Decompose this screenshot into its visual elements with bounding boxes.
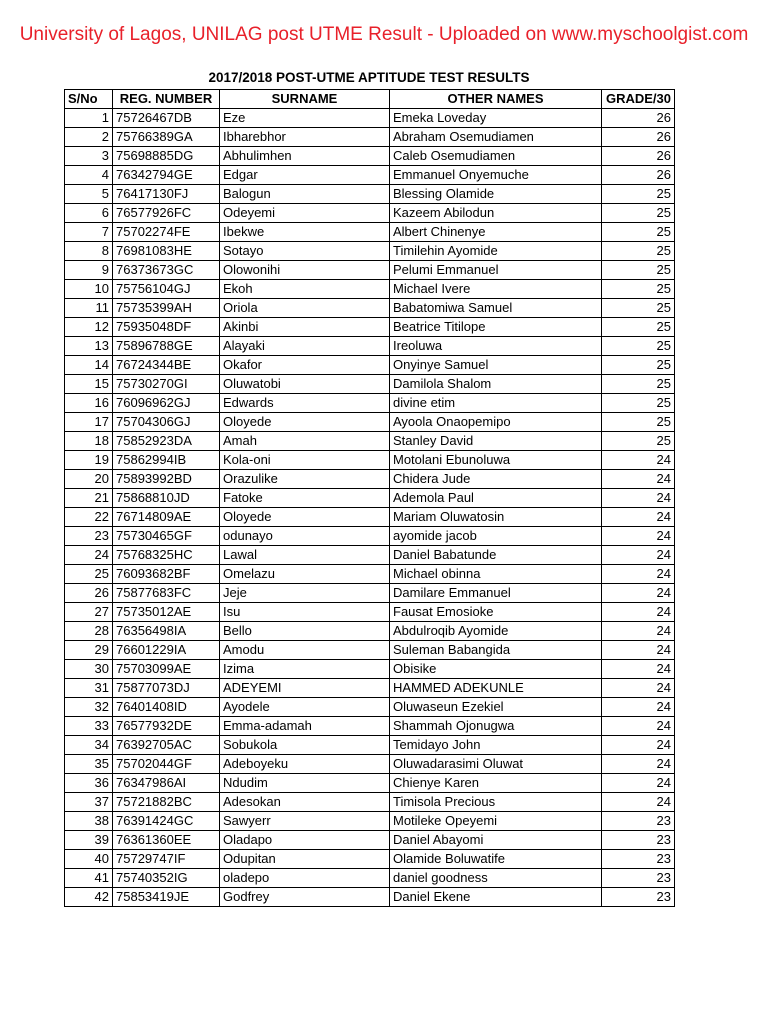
cell-reg-number: 75729747IF [113,850,220,869]
cell-grade: 24 [602,489,675,508]
cell-grade: 25 [602,242,675,261]
cell-other-names: Beatrice Titilope [390,318,602,337]
cell-grade: 24 [602,527,675,546]
cell-other-names: Oluwaseun Ezekiel [390,698,602,717]
cell-other-names: Daniel Babatunde [390,546,602,565]
cell-reg-number: 76714809AE [113,508,220,527]
cell-grade: 24 [602,508,675,527]
cell-surname: Edgar [220,166,390,185]
cell-surname: Fatoke [220,489,390,508]
table-row [65,166,675,185]
cell-sn: 4 [65,166,113,185]
cell-grade: 25 [602,185,675,204]
cell-grade: 25 [602,375,675,394]
cell-surname: Oloyede [220,413,390,432]
cell-sn: 29 [65,641,113,660]
cell-reg-number: 75735012AE [113,603,220,622]
cell-grade: 23 [602,869,675,888]
cell-other-names: Ademola Paul [390,489,602,508]
cell-sn: 24 [65,546,113,565]
cell-grade: 24 [602,546,675,565]
cell-sn: 32 [65,698,113,717]
cell-sn: 7 [65,223,113,242]
cell-surname: Kola-oni [220,451,390,470]
cell-sn: 34 [65,736,113,755]
table-row [65,299,675,318]
cell-sn: 11 [65,299,113,318]
header-grade: GRADE/30 [602,90,675,109]
cell-other-names: Shammah Ojonugwa [390,717,602,736]
cell-other-names: HAMMED ADEKUNLE [390,679,602,698]
cell-other-names: Chidera Jude [390,470,602,489]
cell-other-names: Timisola Precious [390,793,602,812]
cell-sn: 37 [65,793,113,812]
cell-grade: 23 [602,888,675,907]
cell-reg-number: 76347986AI [113,774,220,793]
cell-reg-number: 75703099AE [113,660,220,679]
cell-sn: 17 [65,413,113,432]
cell-sn: 9 [65,261,113,280]
cell-grade: 25 [602,432,675,451]
cell-surname: Ibharebhor [220,128,390,147]
cell-other-names: Onyinye Samuel [390,356,602,375]
cell-grade: 25 [602,261,675,280]
cell-other-names: Kazeem Abilodun [390,204,602,223]
cell-other-names: Daniel Abayomi [390,831,602,850]
cell-grade: 25 [602,337,675,356]
cell-sn: 2 [65,128,113,147]
table-row [65,109,675,128]
cell-reg-number: 76981083HE [113,242,220,261]
cell-surname: Godfrey [220,888,390,907]
cell-reg-number: 75877683FC [113,584,220,603]
cell-sn: 12 [65,318,113,337]
cell-reg-number: 75893992BD [113,470,220,489]
cell-reg-number: 76373673GC [113,261,220,280]
cell-sn: 38 [65,812,113,831]
table-row [65,223,675,242]
cell-grade: 24 [602,470,675,489]
cell-reg-number: 75735399AH [113,299,220,318]
cell-sn: 14 [65,356,113,375]
cell-reg-number: 76356498IA [113,622,220,641]
cell-other-names: Motolani Ebunoluwa [390,451,602,470]
cell-grade: 24 [602,717,675,736]
table-row [65,318,675,337]
cell-surname: Isu [220,603,390,622]
cell-other-names: Suleman Babangida [390,641,602,660]
table-row [65,337,675,356]
cell-sn: 27 [65,603,113,622]
table-row [65,793,675,812]
cell-surname: Oladapo [220,831,390,850]
cell-surname: Akinbi [220,318,390,337]
cell-sn: 16 [65,394,113,413]
header-surname: SURNAME [220,90,390,109]
cell-sn: 41 [65,869,113,888]
cell-grade: 24 [602,774,675,793]
cell-other-names: Obisike [390,660,602,679]
cell-reg-number: 75877073DJ [113,679,220,698]
cell-reg-number: 75766389GA [113,128,220,147]
cell-reg-number: 76577932DE [113,717,220,736]
cell-surname: Ekoh [220,280,390,299]
cell-surname: Ndudim [220,774,390,793]
cell-surname: Amah [220,432,390,451]
cell-grade: 24 [602,679,675,698]
cell-other-names: Chienye Karen [390,774,602,793]
cell-surname: ADEYEMI [220,679,390,698]
table-row [65,394,675,413]
cell-grade: 23 [602,850,675,869]
cell-grade: 25 [602,394,675,413]
cell-sn: 21 [65,489,113,508]
cell-sn: 6 [65,204,113,223]
cell-other-names: Michael obinna [390,565,602,584]
cell-surname: Sobukola [220,736,390,755]
cell-sn: 36 [65,774,113,793]
cell-reg-number: 76417130FJ [113,185,220,204]
cell-reg-number: 76093682BF [113,565,220,584]
cell-sn: 33 [65,717,113,736]
cell-surname: Adeboyeku [220,755,390,774]
cell-other-names: Michael Ivere [390,280,602,299]
table-row [65,603,675,622]
cell-surname: Eze [220,109,390,128]
cell-grade: 26 [602,166,675,185]
header-sn: S/No [65,90,113,109]
cell-grade: 24 [602,736,675,755]
cell-reg-number: 75740352IG [113,869,220,888]
cell-other-names: daniel goodness [390,869,602,888]
cell-other-names: Oluwadarasimi Oluwat [390,755,602,774]
table-row [65,280,675,299]
table-row [65,242,675,261]
cell-surname: Omelazu [220,565,390,584]
table-row [65,356,675,375]
table-row [65,831,675,850]
cell-other-names: Caleb Osemudiamen [390,147,602,166]
table-row [65,641,675,660]
cell-reg-number: 75768325HC [113,546,220,565]
cell-surname: Okafor [220,356,390,375]
cell-reg-number: 76392705AC [113,736,220,755]
table-row [65,755,675,774]
results-caption: 2017/2018 POST-UTME APTITUDE TEST RESULTS [208,70,530,85]
cell-other-names: Temidayo John [390,736,602,755]
cell-grade: 25 [602,318,675,337]
cell-grade: 24 [602,793,675,812]
cell-grade: 25 [602,204,675,223]
header-other-names: OTHER NAMES [390,90,602,109]
cell-grade: 26 [602,109,675,128]
cell-sn: 5 [65,185,113,204]
cell-surname: odunayo [220,527,390,546]
cell-sn: 40 [65,850,113,869]
cell-surname: Olowonihi [220,261,390,280]
table-row [65,717,675,736]
cell-grade: 24 [602,698,675,717]
cell-surname: Alayaki [220,337,390,356]
cell-surname: Edwards [220,394,390,413]
cell-surname: Oluwatobi [220,375,390,394]
cell-reg-number: 75935048DF [113,318,220,337]
cell-other-names: ayomide jacob [390,527,602,546]
cell-other-names: Daniel Ekene [390,888,602,907]
cell-reg-number: 75726467DB [113,109,220,128]
cell-grade: 26 [602,128,675,147]
cell-reg-number: 75852923DA [113,432,220,451]
cell-surname: Oriola [220,299,390,318]
cell-grade: 24 [602,755,675,774]
cell-sn: 30 [65,660,113,679]
cell-grade: 25 [602,223,675,242]
cell-sn: 3 [65,147,113,166]
table-row [65,622,675,641]
cell-surname: Balogun [220,185,390,204]
table-row [65,869,675,888]
table-row [65,204,675,223]
cell-other-names: Ayoola Onaopemipo [390,413,602,432]
cell-other-names: Pelumi Emmanuel [390,261,602,280]
cell-grade: 25 [602,299,675,318]
header-reg-number: REG. NUMBER [113,90,220,109]
cell-grade: 24 [602,603,675,622]
cell-other-names: Timilehin Ayomide [390,242,602,261]
cell-other-names: Ireoluwa [390,337,602,356]
table-row [65,413,675,432]
cell-reg-number: 75756104GJ [113,280,220,299]
cell-sn: 22 [65,508,113,527]
cell-reg-number: 75704306GJ [113,413,220,432]
table-row [65,546,675,565]
cell-surname: Jeje [220,584,390,603]
cell-other-names: Damilare Emmanuel [390,584,602,603]
cell-reg-number: 76361360EE [113,831,220,850]
table-row [65,261,675,280]
cell-surname: Sawyerr [220,812,390,831]
cell-surname: Oloyede [220,508,390,527]
cell-surname: Amodu [220,641,390,660]
cell-sn: 35 [65,755,113,774]
cell-sn: 19 [65,451,113,470]
table-row [65,698,675,717]
cell-surname: Abhulimhen [220,147,390,166]
table-row [65,527,675,546]
cell-sn: 42 [65,888,113,907]
cell-sn: 26 [65,584,113,603]
cell-grade: 24 [602,565,675,584]
cell-other-names: Abraham Osemudiamen [390,128,602,147]
cell-other-names: divine etim [390,394,602,413]
cell-surname: Bello [220,622,390,641]
cell-surname: Sotayo [220,242,390,261]
cell-other-names: Emeka Loveday [390,109,602,128]
cell-reg-number: 75896788GE [113,337,220,356]
table-row [65,451,675,470]
cell-reg-number: 75730270GI [113,375,220,394]
cell-reg-number: 75702274FE [113,223,220,242]
cell-other-names: Stanley David [390,432,602,451]
table-row [65,489,675,508]
cell-reg-number: 76401408ID [113,698,220,717]
cell-grade: 25 [602,413,675,432]
table-row [65,508,675,527]
cell-other-names: Damilola Shalom [390,375,602,394]
table-row [65,432,675,451]
cell-reg-number: 76601229IA [113,641,220,660]
cell-surname: Adesokan [220,793,390,812]
cell-reg-number: 76577926FC [113,204,220,223]
cell-grade: 26 [602,147,675,166]
cell-reg-number: 75702044GF [113,755,220,774]
cell-sn: 31 [65,679,113,698]
cell-reg-number: 75721882BC [113,793,220,812]
table-row [65,736,675,755]
cell-sn: 13 [65,337,113,356]
cell-surname: Ayodele [220,698,390,717]
table-row [65,584,675,603]
table-row [65,185,675,204]
table-row [65,888,675,907]
cell-sn: 10 [65,280,113,299]
table-row [65,470,675,489]
cell-sn: 15 [65,375,113,394]
cell-grade: 24 [602,584,675,603]
cell-sn: 8 [65,242,113,261]
cell-surname: oladepo [220,869,390,888]
header-row [65,90,675,109]
cell-sn: 18 [65,432,113,451]
cell-surname: Ibekwe [220,223,390,242]
cell-reg-number: 75853419JE [113,888,220,907]
table-row [65,128,675,147]
cell-reg-number: 75698885DG [113,147,220,166]
cell-sn: 20 [65,470,113,489]
cell-grade: 25 [602,356,675,375]
cell-reg-number: 75730465GF [113,527,220,546]
cell-other-names: Emmanuel Onyemuche [390,166,602,185]
cell-grade: 24 [602,660,675,679]
cell-reg-number: 75868810JD [113,489,220,508]
cell-reg-number: 76724344BE [113,356,220,375]
cell-reg-number: 76391424GC [113,812,220,831]
table-row [65,850,675,869]
cell-grade: 23 [602,831,675,850]
cell-other-names: Olamide Boluwatife [390,850,602,869]
cell-reg-number: 75862994IB [113,451,220,470]
table-row [65,660,675,679]
cell-other-names: Fausat Emosioke [390,603,602,622]
cell-surname: Lawal [220,546,390,565]
cell-reg-number: 76342794GE [113,166,220,185]
cell-surname: Odupitan [220,850,390,869]
cell-other-names: Motileke Opeyemi [390,812,602,831]
cell-grade: 24 [602,622,675,641]
cell-surname: Emma-adamah [220,717,390,736]
cell-grade: 23 [602,812,675,831]
cell-surname: Orazulike [220,470,390,489]
cell-other-names: Albert Chinenye [390,223,602,242]
cell-sn: 1 [65,109,113,128]
cell-sn: 28 [65,622,113,641]
cell-grade: 25 [602,280,675,299]
cell-other-names: Blessing Olamide [390,185,602,204]
cell-other-names: Babatomiwa Samuel [390,299,602,318]
table-row [65,679,675,698]
site-banner-title: University of Lagos, UNILAG post UTME Result - Uploaded on www.myschoolgist.com [19,24,749,45]
table-row [65,565,675,584]
results-table [64,89,675,907]
cell-surname: Izima [220,660,390,679]
table-row [65,375,675,394]
cell-grade: 24 [602,641,675,660]
table-row [65,147,675,166]
cell-surname: Odeyemi [220,204,390,223]
cell-other-names: Abdulroqib Ayomide [390,622,602,641]
cell-sn: 39 [65,831,113,850]
table-row [65,812,675,831]
results-body [65,109,675,907]
cell-sn: 23 [65,527,113,546]
cell-other-names: Mariam Oluwatosin [390,508,602,527]
table-row [65,774,675,793]
cell-sn: 25 [65,565,113,584]
cell-grade: 24 [602,451,675,470]
cell-reg-number: 76096962GJ [113,394,220,413]
